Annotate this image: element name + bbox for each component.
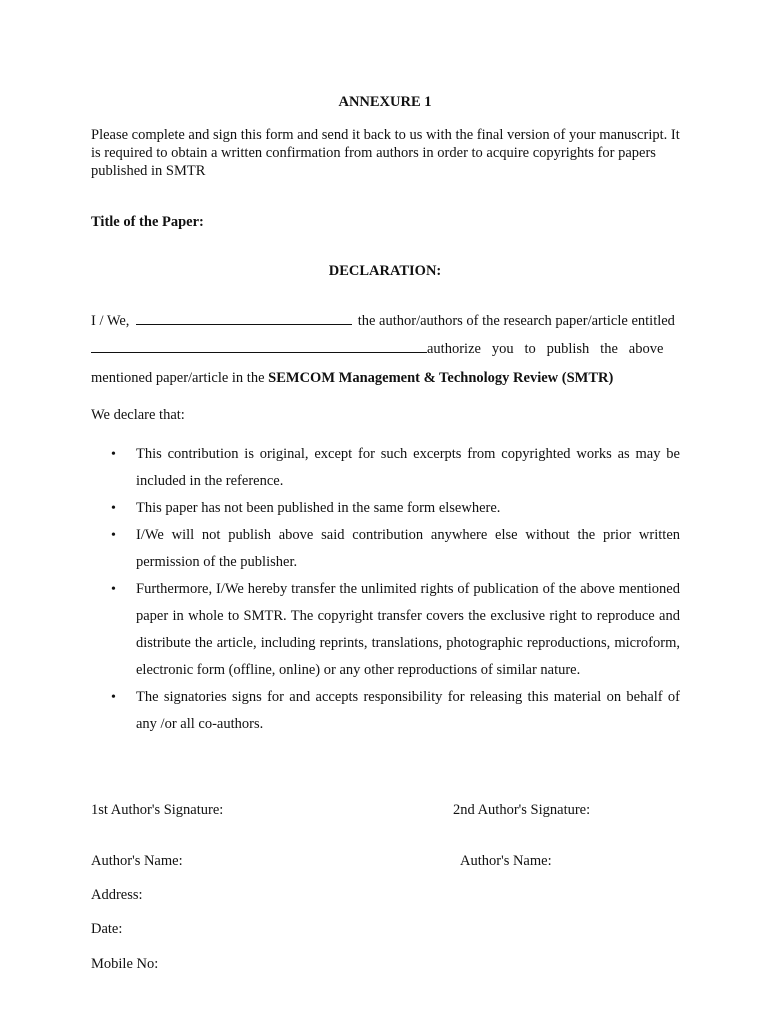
author-name-blank[interactable] xyxy=(136,312,352,325)
first-author-signature-label: 1st Author's Signature: xyxy=(91,802,224,818)
bullet-dot-icon: • xyxy=(111,690,116,705)
intro-paragraph: Please complete and sign this form and send it back to us with the final version of your manuscript. It is required to obtain a written confirmation from authors in order to acquire copyrights for papers published in SMTR xyxy=(91,127,680,179)
bullet-dot-icon: • xyxy=(111,528,116,543)
bullet-item xyxy=(91,576,680,684)
bullet-text: The signatories signs for and accepts responsibility for releasing this material on behalf of any /or all co-authors. xyxy=(136,689,680,732)
bullet-text: This contribution is original, except for such excerpts from copyrighted works as may be included in the reference. xyxy=(136,446,680,489)
journal-name: SEMCOM Management & Technology Review (SMTR) xyxy=(268,370,614,386)
declaration-heading: DECLARATION: xyxy=(328,263,442,279)
paper-title-blank[interactable] xyxy=(91,340,415,353)
page-heading: ANNEXURE 1 xyxy=(338,94,432,110)
bullet-item xyxy=(91,684,680,738)
mobile-label: Mobile No: xyxy=(91,956,159,972)
paper-title-label: Title of the Paper: xyxy=(91,214,204,230)
bullet-text: This paper has not been published in the same form elsewhere. xyxy=(136,500,501,516)
mentioned-text: mentioned paper/article in the xyxy=(91,370,265,386)
bullet-text: Furthermore, I/We hereby transfer the unlimited rights of publication of the above mentioned paper in whole to SMTR. The copyright transfer covers the exclusive right to reproduce and distribute the article, including reprints, translations, photographic reproductions, microform, electronic form (offline, online) or any other reproductions of similar nature. xyxy=(136,581,680,678)
author-name-label-2: Author's Name: xyxy=(460,853,552,869)
we-declare-label: We declare that: xyxy=(91,407,185,423)
authorize-text: authorize you to publish the above xyxy=(427,341,664,357)
bullet-item xyxy=(91,522,680,576)
author-name-label-1: Author's Name: xyxy=(91,853,183,869)
i-we-label: I / We, xyxy=(91,313,130,329)
declaration-line-1 xyxy=(91,312,675,330)
declaration-line-3 xyxy=(91,369,613,387)
address-label: Address: xyxy=(91,887,143,903)
bullet-item xyxy=(91,495,680,522)
bullet-dot-icon: • xyxy=(111,447,116,462)
blank-tail xyxy=(415,340,427,353)
date-label: Date: xyxy=(91,921,123,937)
bullet-item xyxy=(91,441,680,495)
declaration-bullet-list xyxy=(91,441,680,738)
second-author-signature-label: 2nd Author's Signature: xyxy=(453,802,591,818)
bullet-text: I/We will not publish above said contribution anywhere else without the prior written permission of the publisher. xyxy=(136,527,680,570)
authors-entitled-text: the author/authors of the research paper/article entitled xyxy=(357,313,675,329)
bullet-dot-icon: • xyxy=(111,582,116,597)
declaration-line-2 xyxy=(91,340,680,358)
bullet-dot-icon: • xyxy=(111,501,116,516)
